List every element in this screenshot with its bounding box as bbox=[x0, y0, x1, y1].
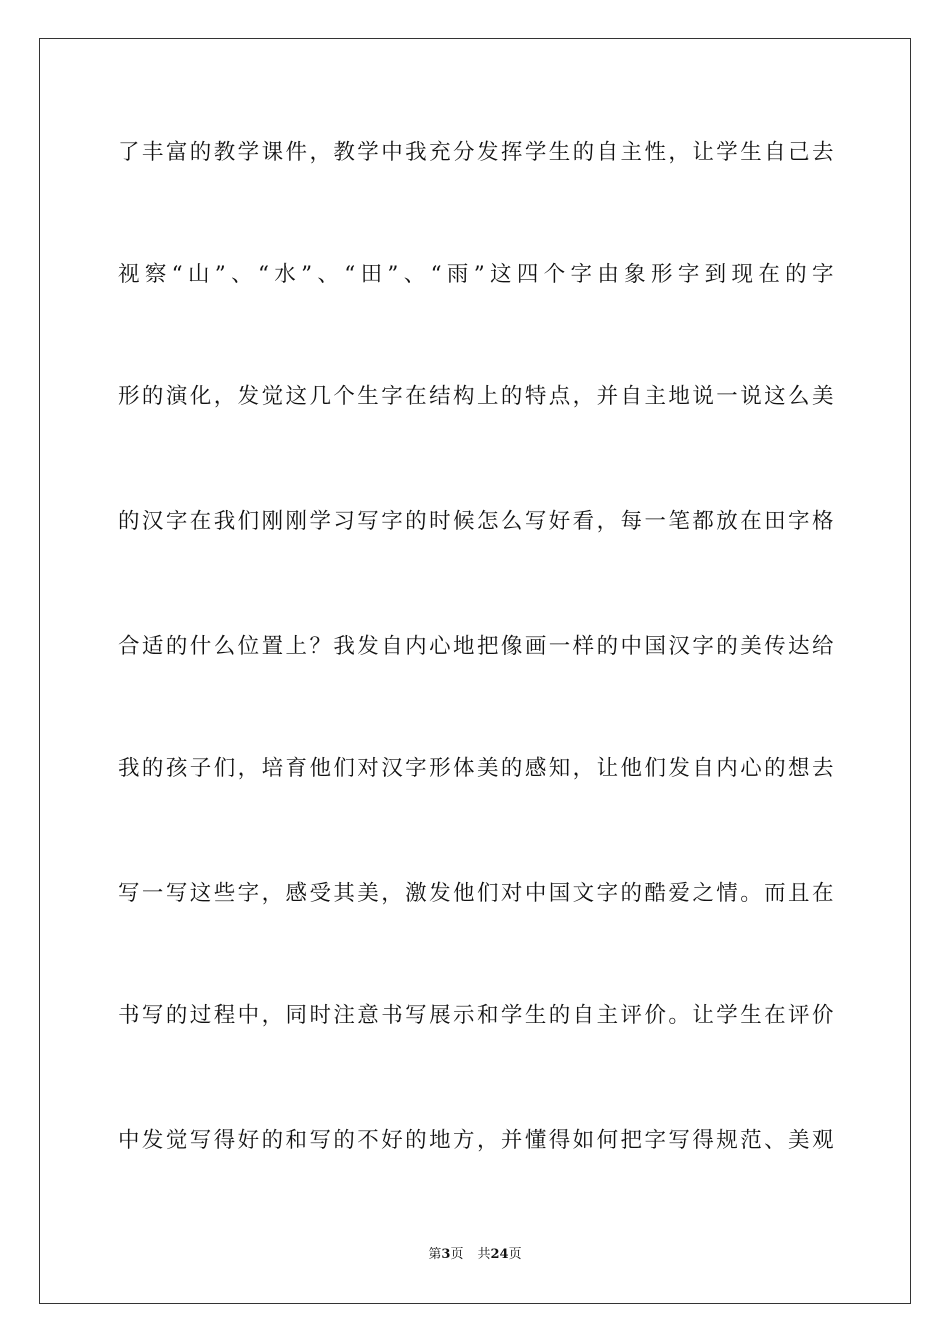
text-line-6: 我的孩子们，培育他们对汉字形体美的感知，让他们发自内心的想去 bbox=[118, 756, 834, 781]
page-suffix: 页 bbox=[450, 1247, 464, 1262]
page-total: 24 bbox=[490, 1247, 509, 1262]
page-current: 3 bbox=[441, 1247, 451, 1262]
page-border bbox=[39, 38, 911, 1304]
text-line-9: 中发觉写得好的和写的不好的地方，并懂得如何把字写得规范、美观 bbox=[118, 1128, 834, 1153]
total-suffix: 页 bbox=[508, 1247, 522, 1262]
text-line-3: 形的演化，发觉这几个生字在结构上的特点，并自主地说一说这么美 bbox=[118, 384, 834, 409]
text-line-1: 了丰富的教学课件，教学中我充分发挥学生的自主性，让学生自己去 bbox=[118, 140, 834, 165]
page-footer bbox=[0, 1247, 950, 1263]
page-prefix: 第 bbox=[428, 1247, 442, 1262]
text-line-2: 视察“山”、“水”、“田”、“雨”这四个字由象形字到现在的字 bbox=[118, 262, 834, 287]
text-line-4: 的汉字在我们刚刚学习写字的时候怎么写好看，每一笔都放在田字格 bbox=[118, 509, 834, 534]
text-line-5: 合适的什么位置上？我发自内心地把像画一样的中国汉字的美传达给 bbox=[118, 634, 834, 659]
text-line-8: 书写的过程中，同时注意书写展示和学生的自主评价。让学生在评价 bbox=[118, 1003, 834, 1028]
text-line-7: 写一写这些字，感受其美，激发他们对中国文字的酷爱之情。而且在 bbox=[118, 881, 834, 906]
total-prefix: 共 bbox=[477, 1247, 491, 1262]
